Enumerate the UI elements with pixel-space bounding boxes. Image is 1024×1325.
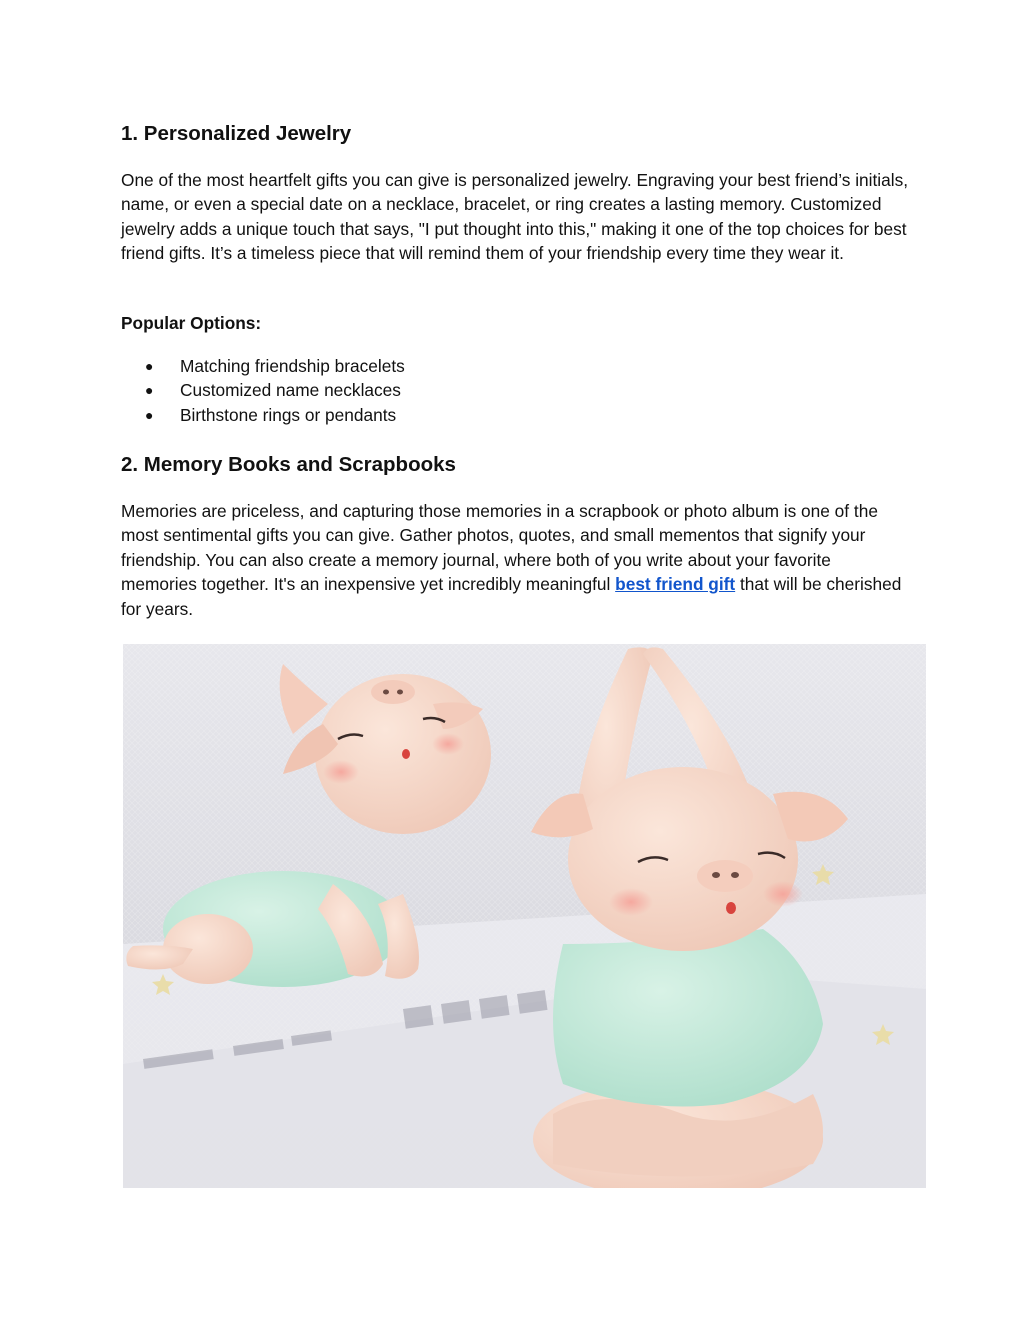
bullet-icon: ● (145, 358, 154, 374)
list-item (121, 403, 405, 427)
popular-options-label: Popular Options: (121, 313, 262, 333)
section-heading-memory-books: 2. Memory Books and Scrapbooks (121, 453, 456, 476)
bullet-icon: ● (145, 406, 154, 423)
section-paragraph-memory-books (121, 499, 911, 621)
list-item (121, 378, 405, 402)
paragraph-text: Memories are priceless, and capturing those memories in a scrapbook or photo album is one of the most sentimental gifts you can give. Gather photos, quotes, and small mementos that signify your friendship. You can also create a memory journal, where both of you write about your favorite memories together. It's an inexpensive yet incredibly meaningful (121, 501, 878, 595)
list-item-text: Matching friendship bracelets (180, 356, 405, 376)
section-paragraph-jewelry: One of the most heartfelt gifts you can give is personalized jewelry. Engraving your best friend’s initials, name, or even a special date on a necklace, bracelet, or ring creates a lasting memory. Customized jewelry adds a unique touch that says, "I put thought into this," making it one of the top choices for best friend gifts. It’s a timeless piece that will remind them of your friendship every time they wear it. (121, 170, 909, 264)
bullet-icon: ● (145, 382, 154, 399)
section-heading-personalized-jewelry: 1. Personalized Jewelry (121, 122, 352, 145)
best-friend-gift-link[interactable]: best friend gift (615, 574, 736, 595)
list-item-text: Customized name necklaces (180, 380, 401, 401)
paragraph-text: that will be cherished for years. (121, 574, 902, 619)
list-item (121, 354, 405, 378)
popular-options-list (121, 354, 405, 427)
pig-figurines-illustration (123, 644, 926, 1188)
pig-figurines-photo (123, 644, 926, 1188)
list-item-text: Birthstone rings or pendants (180, 404, 397, 425)
